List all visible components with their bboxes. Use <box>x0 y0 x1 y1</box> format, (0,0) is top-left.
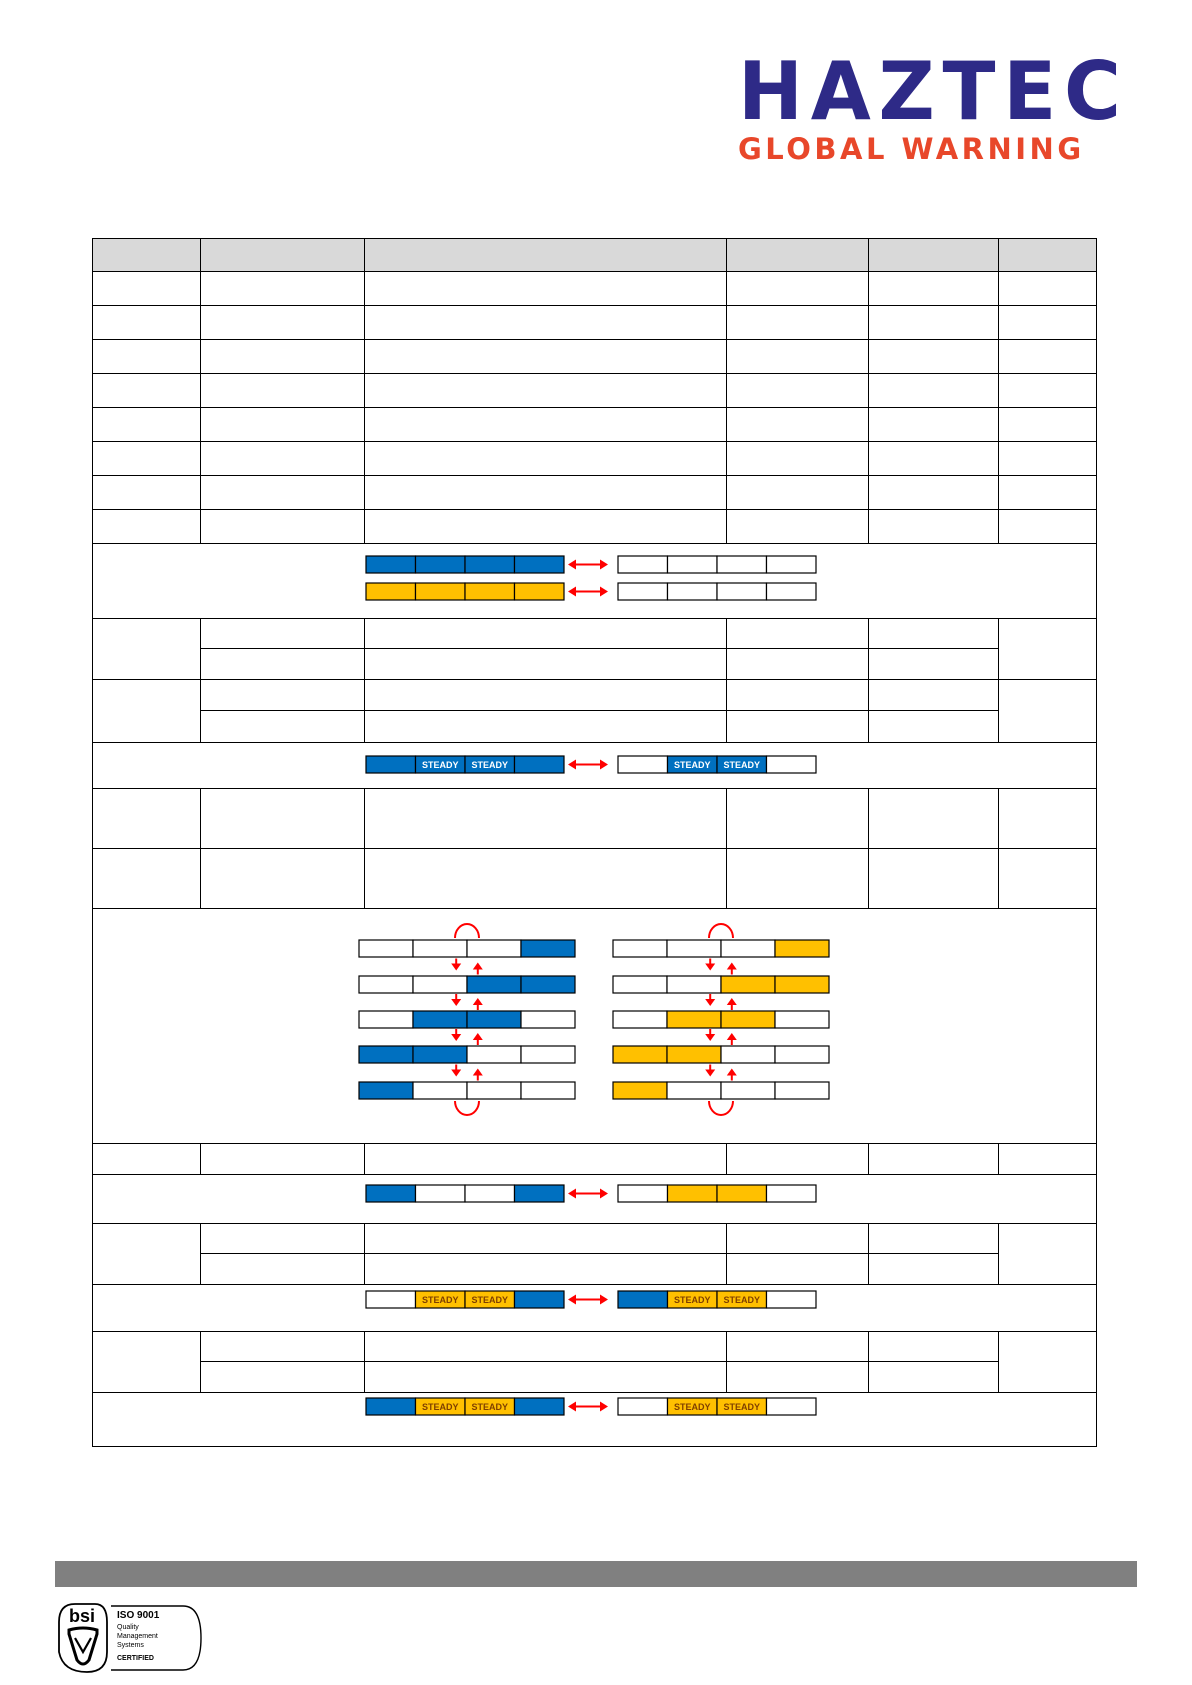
steady-label: STEADY <box>421 1402 459 1412</box>
arrow-left-icon <box>568 560 576 570</box>
arrow-right-icon <box>600 1295 608 1305</box>
lamp-segment <box>465 556 515 573</box>
lamp-segment <box>366 756 416 773</box>
lamp-segment <box>717 583 767 600</box>
cert-brand: bsi <box>69 1606 96 1626</box>
lamp-segment <box>366 1185 416 1202</box>
lamp-segment <box>413 1046 467 1063</box>
cert-status: CERTIFIED <box>117 1655 154 1662</box>
steady-label: STEADY <box>723 1402 761 1412</box>
arrow-left-icon <box>568 1402 576 1412</box>
bsi-kitemark-icon <box>59 1604 107 1672</box>
lamp-segment <box>521 976 575 993</box>
lamp-segment <box>767 756 817 773</box>
lamp-segment <box>618 556 668 573</box>
footer-bar <box>55 1561 1137 1587</box>
lamp-segment <box>465 1185 515 1202</box>
lamp-segment <box>416 583 466 600</box>
steady-label: STEADY <box>723 760 761 770</box>
lamp-segment <box>721 1046 775 1063</box>
arrow-right-icon <box>600 1402 608 1412</box>
loop-top-icon <box>455 924 479 938</box>
arrow-down-icon <box>451 1070 461 1077</box>
haztec-logo <box>738 45 1129 166</box>
lamp-segment <box>618 1398 668 1415</box>
lamp-segment <box>613 1011 667 1028</box>
lamp-segment <box>767 1398 817 1415</box>
lamp-segment <box>413 976 467 993</box>
steady-label: STEADY <box>471 1295 509 1305</box>
lamp-segment <box>717 1185 767 1202</box>
lamp-segment <box>767 583 817 600</box>
loop-top-icon <box>709 924 733 938</box>
steady-label: STEADY <box>673 760 711 770</box>
lamp-segment <box>767 1185 817 1202</box>
arrow-down-icon <box>451 964 461 971</box>
lamp-segment <box>521 1046 575 1063</box>
lamp-segment <box>416 1185 466 1202</box>
lamp-segment <box>359 940 413 957</box>
lamp-segment <box>521 1082 575 1099</box>
lamp-segment <box>515 1185 565 1202</box>
lamp-segment <box>467 1046 521 1063</box>
cert-line-systems: Systems <box>117 1642 144 1649</box>
lamp-segment <box>467 1011 521 1028</box>
arrow-up-icon <box>727 963 737 970</box>
lamp-segment <box>366 583 416 600</box>
lamp-segment <box>767 556 817 573</box>
lamp-segment <box>668 556 718 573</box>
cert-standard: ISO 9001 <box>117 1610 160 1621</box>
lamp-segment <box>775 1011 829 1028</box>
lamp-segment <box>618 756 668 773</box>
lamp-segment <box>667 940 721 957</box>
lamp-segment <box>521 1011 575 1028</box>
lamp-segment <box>465 583 515 600</box>
lamp-segment <box>721 976 775 993</box>
bsi-iso9001-certification-mark <box>55 1600 205 1676</box>
lamp-segment <box>467 976 521 993</box>
logo-wordmark: HAZTEC <box>738 45 1129 138</box>
arrow-left-icon <box>568 1189 576 1199</box>
steady-label: STEADY <box>471 760 509 770</box>
arrow-up-icon <box>473 1069 483 1076</box>
arrow-up-icon <box>727 998 737 1005</box>
arrow-down-icon <box>705 1070 715 1077</box>
steady-label: STEADY <box>421 1295 459 1305</box>
lamp-segment <box>416 556 466 573</box>
arrow-up-icon <box>473 963 483 970</box>
lamp-segment <box>515 756 565 773</box>
lamp-segment <box>721 1011 775 1028</box>
lamp-segment <box>366 1291 416 1308</box>
lamp-segment <box>775 940 829 957</box>
lamp-segment <box>717 556 767 573</box>
sequence-diagrams <box>92 238 1096 1446</box>
lamp-segment <box>775 1046 829 1063</box>
arrow-up-icon <box>473 998 483 1005</box>
steady-label: STEADY <box>673 1402 711 1412</box>
lamp-segment <box>667 1082 721 1099</box>
lamp-segment <box>613 940 667 957</box>
arrow-left-icon <box>568 760 576 770</box>
logo-tagline: GLOBAL WARNING <box>738 132 1085 166</box>
lamp-segment <box>413 940 467 957</box>
lamp-segment <box>667 1011 721 1028</box>
cert-line-quality: Quality <box>117 1624 139 1631</box>
arrow-down-icon <box>705 964 715 971</box>
cert-line-management: Management <box>117 1633 158 1640</box>
arrow-up-icon <box>727 1069 737 1076</box>
steady-label: STEADY <box>723 1295 761 1305</box>
lamp-sequence-table <box>92 238 1096 1446</box>
arrow-up-icon <box>473 1033 483 1040</box>
arrow-down-icon <box>451 1034 461 1041</box>
steady-label: STEADY <box>673 1295 711 1305</box>
arrow-down-icon <box>705 1034 715 1041</box>
lamp-segment <box>667 976 721 993</box>
lamp-segment <box>359 1011 413 1028</box>
arrow-right-icon <box>600 587 608 597</box>
lamp-segment <box>521 940 575 957</box>
lamp-segment <box>366 556 416 573</box>
lamp-segment <box>515 1398 565 1415</box>
lamp-segment <box>613 1046 667 1063</box>
lamp-segment <box>613 976 667 993</box>
arrow-down-icon <box>451 999 461 1006</box>
lamp-segment <box>467 940 521 957</box>
lamp-segment <box>413 1082 467 1099</box>
arrow-down-icon <box>705 999 715 1006</box>
steady-label: STEADY <box>421 760 459 770</box>
lamp-segment <box>618 1291 668 1308</box>
lamp-segment <box>721 1082 775 1099</box>
lamp-segment <box>618 583 668 600</box>
lamp-segment <box>618 1185 668 1202</box>
arrow-up-icon <box>727 1033 737 1040</box>
loop-bottom-icon <box>709 1101 733 1115</box>
lamp-segment <box>515 556 565 573</box>
lamp-segment <box>359 976 413 993</box>
arrow-right-icon <box>600 760 608 770</box>
arrow-left-icon <box>568 1295 576 1305</box>
lamp-segment <box>359 1046 413 1063</box>
lamp-segment <box>775 1082 829 1099</box>
lamp-segment <box>767 1291 817 1308</box>
lamp-segment <box>775 976 829 993</box>
arrow-left-icon <box>568 587 576 597</box>
lamp-segment <box>359 1082 413 1099</box>
arrow-right-icon <box>600 560 608 570</box>
lamp-segment <box>413 1011 467 1028</box>
loop-bottom-icon <box>455 1101 479 1115</box>
lamp-segment <box>667 1046 721 1063</box>
lamp-segment <box>366 1398 416 1415</box>
lamp-segment <box>515 583 565 600</box>
lamp-segment <box>613 1082 667 1099</box>
lamp-segment <box>668 1185 718 1202</box>
steady-label: STEADY <box>471 1402 509 1412</box>
lamp-segment <box>668 583 718 600</box>
arrow-right-icon <box>600 1189 608 1199</box>
lamp-segment <box>515 1291 565 1308</box>
lamp-segment <box>467 1082 521 1099</box>
lamp-segment <box>721 940 775 957</box>
